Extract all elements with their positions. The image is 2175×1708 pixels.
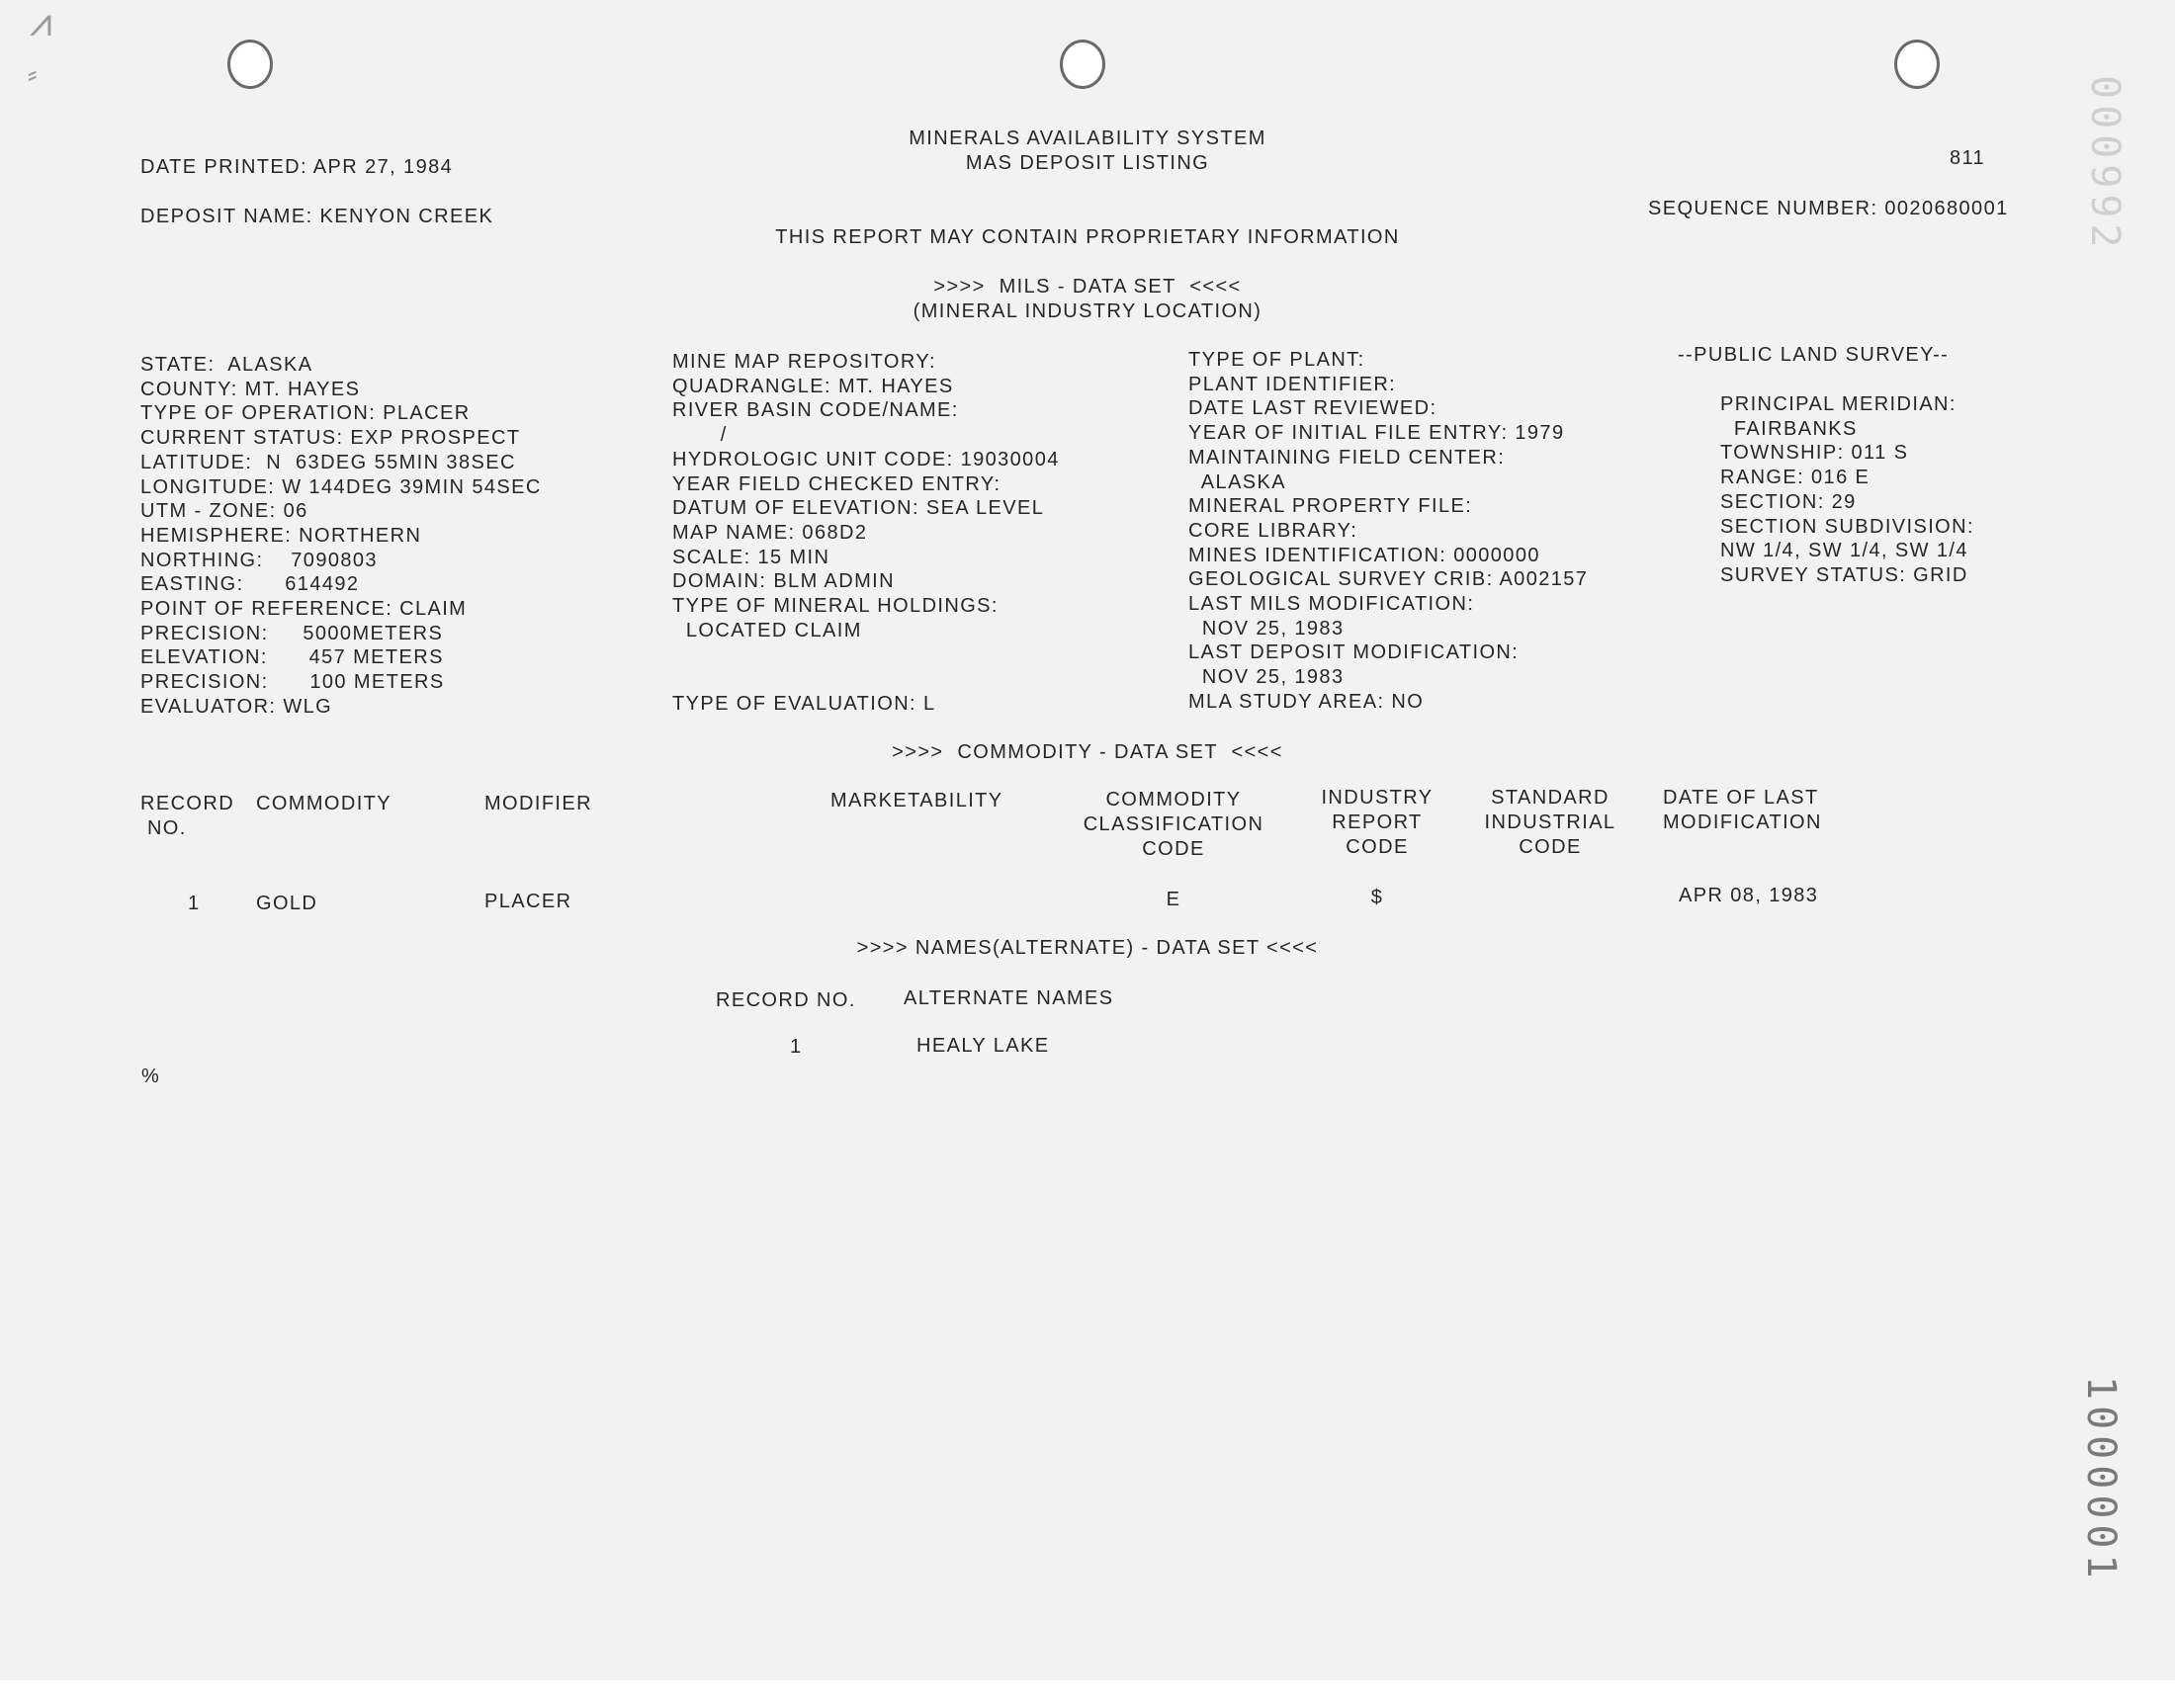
page-number: 811 xyxy=(1950,147,1986,169)
field-line: TYPE OF MINERAL HOLDINGS: xyxy=(672,595,999,617)
header-classification-code: COMMODITY CLASSIFICATION CODE xyxy=(1083,789,1264,860)
field-line: YEAR OF INITIAL FILE ENTRY: 1979 xyxy=(1188,422,1565,445)
field-line: RIVER BASIN CODE/NAME: xyxy=(672,399,959,422)
field-line: DATE LAST REVIEWED: xyxy=(1188,397,1437,420)
names-title: >>>> NAMES(ALTERNATE) - DATA SET <<<< xyxy=(856,937,1319,959)
cell-record-no: 1 xyxy=(188,893,201,914)
commodity-title: >>>> COMMODITY - DATA SET <<<< xyxy=(892,741,1283,763)
field-line: MAP NAME: 068D2 xyxy=(672,521,868,544)
cell-industry-report-code: $ xyxy=(1370,887,1384,908)
header-record-no: RECORD NO. xyxy=(140,793,235,839)
field-line: HEMISPHERE: NORTHERN xyxy=(140,524,422,547)
field-line: MLA STUDY AREA: NO xyxy=(1188,690,1425,713)
field-line: EASTING: 614492 xyxy=(140,573,360,596)
cell-date-of-last-modification: APR 08, 1983 xyxy=(1679,885,1819,906)
listing-title: MAS DEPOSIT LISTING xyxy=(965,152,1210,174)
file-stamp-number: 1000001 xyxy=(2078,1376,2124,1584)
mils-subtitle: (MINERAL INDUSTRY LOCATION) xyxy=(913,300,1262,322)
header-industry-report-code: INDUSTRY REPORT CODE xyxy=(1321,787,1434,858)
cell-classification-code: E xyxy=(1166,889,1181,910)
field-line: MINE MAP REPOSITORY: xyxy=(672,351,936,373)
header-standard-industrial-code: STANDARD INDUSTRIAL CODE xyxy=(1484,787,1616,858)
field-line: EVALUATOR: WLG xyxy=(140,695,333,718)
cell-alternate-name: HEALY LAKE xyxy=(916,1035,1050,1057)
deposit-name: DEPOSIT NAME: KENYON CREEK xyxy=(140,206,494,227)
field-line: UTM - ZONE: 06 xyxy=(140,500,308,523)
field-line: YEAR FIELD CHECKED ENTRY: xyxy=(672,472,1001,495)
field-line: SECTION SUBDIVISION: xyxy=(1720,515,1974,538)
field-line: POINT OF REFERENCE: CLAIM xyxy=(140,598,468,620)
field-line: PRECISION: 5000METERS xyxy=(140,622,444,644)
field-line: TYPE OF OPERATION: PLACER xyxy=(140,402,471,425)
field-line: DOMAIN: BLM ADMIN xyxy=(672,570,895,593)
header-date-of-last-modification: DATE OF LAST MODIFICATION xyxy=(1663,787,1822,833)
field-line: PLANT IDENTIFIER: xyxy=(1188,373,1397,395)
field-line: LATITUDE: N 63DEG 55MIN 38SEC xyxy=(140,451,516,473)
field-line: QUADRANGLE: MT. HAYES xyxy=(672,375,954,397)
field-line: LOCATED CLAIM xyxy=(672,619,862,641)
field-line: NW 1/4, SW 1/4, SW 1/4 xyxy=(1720,540,1968,562)
footer-mark: % xyxy=(141,1066,161,1087)
field-line: MAINTAINING FIELD CENTER: xyxy=(1188,446,1506,469)
field-line: LAST DEPOSIT MODIFICATION: xyxy=(1188,641,1520,664)
field-line: CORE LIBRARY: xyxy=(1188,519,1358,542)
field-line: PRINCIPAL MERIDIAN: xyxy=(1720,393,1957,415)
field-line: SCALE: 15 MIN xyxy=(672,546,830,568)
field-line: NOV 25, 1983 xyxy=(1188,666,1345,689)
cell-names-record-no: 1 xyxy=(790,1036,803,1058)
field-line: TOWNSHIP: 011 S xyxy=(1720,442,1909,465)
sequence-number: SEQUENCE NUMBER: 0020680001 xyxy=(1648,198,2009,219)
header-commodity: COMMODITY xyxy=(256,793,392,814)
field-line: DATUM OF ELEVATION: SEA LEVEL xyxy=(672,497,1045,520)
field-line: / xyxy=(672,424,728,447)
system-title: MINERALS AVAILABILITY SYSTEM xyxy=(909,128,1266,149)
header-names-record-no: RECORD NO. xyxy=(716,989,856,1011)
punch-hole xyxy=(1060,40,1105,89)
field-line: SURVEY STATUS: GRID xyxy=(1720,563,1968,586)
field-line: FAIRBANKS xyxy=(1720,417,1858,440)
proprietary-notice: THIS REPORT MAY CONTAIN PROPRIETARY INFORMATION xyxy=(775,226,1400,248)
public-land-survey-title: --PUBLIC LAND SURVEY-- xyxy=(1678,344,1950,366)
field-line: CURRENT STATUS: EXP PROSPECT xyxy=(140,427,521,450)
corner-scribble: ⸗ xyxy=(28,57,38,90)
field-line: NORTHING: 7090803 xyxy=(140,549,378,571)
field-line: PRECISION: 100 METERS xyxy=(140,671,445,694)
cell-commodity: GOLD xyxy=(256,893,318,914)
field-line: SECTION: 29 xyxy=(1720,490,1857,513)
header-alternate-names: ALTERNATE NAMES xyxy=(904,987,1114,1009)
punch-hole xyxy=(227,40,273,89)
header-marketability: MARKETABILITY xyxy=(830,790,1003,811)
field-line: TYPE OF EVALUATION: L xyxy=(672,692,936,715)
cell-modifier: PLACER xyxy=(484,891,572,912)
mils-title: >>>> MILS - DATA SET <<<< xyxy=(933,276,1242,298)
field-line: STATE: ALASKA xyxy=(140,354,313,376)
field-line: ELEVATION: 457 METERS xyxy=(140,646,444,669)
field-line: HYDROLOGIC UNIT CODE: 19030004 xyxy=(672,448,1060,470)
corner-scribble: ⩘ xyxy=(30,0,52,45)
field-line: MINERAL PROPERTY FILE: xyxy=(1188,495,1473,518)
header-modifier: MODIFIER xyxy=(484,793,592,814)
field-line: TYPE OF PLANT: xyxy=(1188,349,1365,371)
field-line: NOV 25, 1983 xyxy=(1188,617,1345,640)
field-line: LONGITUDE: W 144DEG 39MIN 54SEC xyxy=(140,475,542,498)
punch-hole xyxy=(1894,40,1940,89)
field-line: GEOLOGICAL SURVEY CRIB: A002157 xyxy=(1188,568,1589,591)
faint-stamp-number: 000992 xyxy=(2082,75,2128,254)
date-printed: DATE PRINTED: APR 27, 1984 xyxy=(140,156,454,178)
field-line: ALASKA xyxy=(1188,470,1287,493)
field-line: MINES IDENTIFICATION: 0000000 xyxy=(1188,544,1540,566)
field-line: RANGE: 016 E xyxy=(1720,467,1870,489)
field-line: COUNTY: MT. HAYES xyxy=(140,378,361,400)
field-line: LAST MILS MODIFICATION: xyxy=(1188,593,1475,615)
